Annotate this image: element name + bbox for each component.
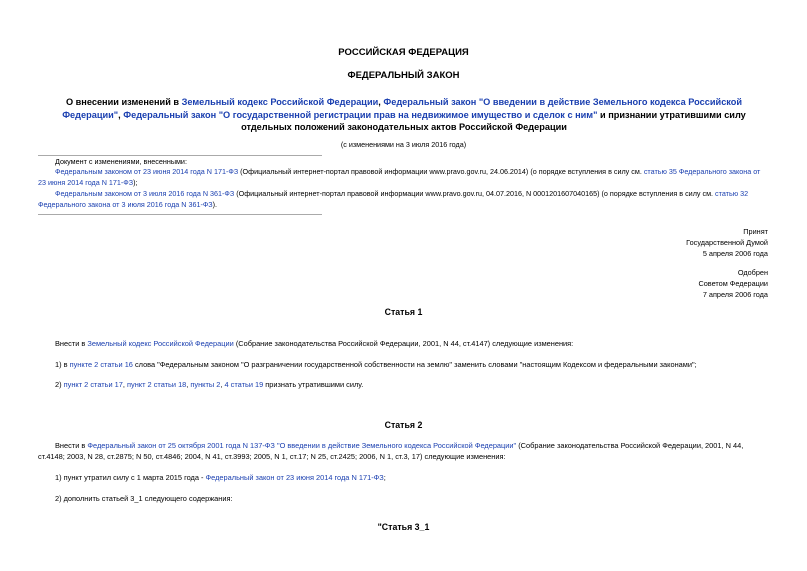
article-1-item-2 (55, 379, 770, 390)
link-land-code[interactable]: Земельный кодекс Российской Федерации (87, 339, 234, 348)
approved-block (508, 267, 768, 300)
divider-top (38, 155, 322, 156)
link-article-19-p2[interactable]: пункты 2 (190, 380, 221, 389)
article-text: ; (383, 473, 386, 482)
link-article-17[interactable]: пункт 2 статьи 17 (63, 380, 123, 389)
approved-line: Советом Федерации (698, 279, 768, 288)
approved-line: Одобрен (737, 268, 768, 277)
article-text: , (220, 380, 225, 389)
adopted-line: Принят (743, 227, 768, 236)
article-text: (Собрание законодательства Российской Федерации, 2001, N 44, ст.4148; 2003, N 28, ст.2875; N 50, ст.4846; 2004, N 41, ст.3993; 2005, N 1, ст.17; N 25, ст.2425; 2006, N 1, ст.3, 17) следующие изменения: (38, 441, 744, 461)
revision-note: (с изменениями на 3 июля 2016 года) (340, 140, 467, 149)
article-text: 1) пункт утратил силу с 1 марта 2015 года - (55, 473, 206, 482)
change-text: (Официальный интернет-портал правовой информации www.pravo.gov.ru, 04.07.2016, N 0001201607040165) (о порядке вступления в силу см. (234, 189, 716, 198)
link-law-171[interactable]: Федеральным законом от 23 июня 2014 года N 171-ФЗ (55, 167, 239, 176)
article-text: слова "Федеральным законом "О разграничении государственной собственности на землю" заменить словами "настоящим Кодексом и федеральными законами"; (132, 360, 697, 369)
link-article-18[interactable]: пункт 2 статьи 18 (127, 380, 187, 389)
article-2-heading: Статья 2 (384, 420, 423, 430)
article-2-item-1 (55, 472, 770, 483)
link-law-137[interactable]: Федеральный закон от 25 октября 2001 года N 137-ФЗ "О введении в действие Земельного кодекса Российской Федерации" (87, 441, 517, 450)
title-text: О внесении изменений в (65, 97, 182, 107)
change-item-2 (38, 189, 770, 210)
link-registration-law[interactable]: Федеральный закон "О государственной регистрации прав на недвижимое имущество и сделок с ним" (123, 109, 598, 120)
approved-line: 7 апреля 2006 года (702, 290, 768, 299)
article-1-item-1 (55, 359, 770, 370)
article-text: , (122, 380, 128, 389)
change-text: ); (133, 177, 138, 187)
adopted-block (508, 226, 768, 259)
link-article-16[interactable]: пункте 2 статьи 16 (69, 360, 133, 369)
link-article-32[interactable]: статью 32 Федерального закона от 3 июля 2016 года N 361-ФЗ (38, 189, 749, 209)
link-article-19-p4[interactable]: 4 статьи 19 (224, 380, 264, 389)
header-country: РОССИЙСКАЯ ФЕДЕРАЦИЯ (338, 47, 469, 58)
adopted-line: Государственной Думой (686, 238, 768, 247)
article-text: (Собрание законодательства Российской Федерации, 2001, N 44, ст.4147) следующие изменения: (233, 339, 574, 348)
change-text: (Официальный интернет-портал правовой информации www.pravo.gov.ru, 24.06.2014) (о порядке вступления в силу см. (238, 167, 644, 176)
title-text: и признании утратившими силу отдельных положений законодательных актов Российской Федерации (241, 109, 746, 132)
article-text: признать утратившими силу. (263, 380, 364, 389)
article-text: Внести в (55, 339, 88, 348)
article-1-intro (55, 338, 770, 349)
changes-heading: Документ с изменениями, внесенными: (55, 157, 187, 166)
divider-bottom (38, 214, 322, 215)
article-2-intro (38, 440, 770, 462)
article-text: , (186, 380, 191, 389)
link-law-361[interactable]: Федеральным законом от 3 июля 2016 года N 361-ФЗ (55, 189, 235, 198)
link-article-35[interactable]: статью 35 Федерального закона от 23 июня 2014 года N 171-ФЗ (38, 167, 761, 187)
article-2-item-2: 2) дополнить статьей 3_1 следующего содержания: (55, 494, 233, 503)
article-text: 1) в (55, 360, 70, 369)
document-title (38, 96, 770, 134)
adopted-line: 5 апреля 2006 года (702, 249, 768, 258)
link-law-171[interactable]: Федеральный закон от 23 июня 2014 года N 171-ФЗ (205, 473, 384, 482)
link-land-code[interactable]: Земельный кодекс Российской Федерации (181, 97, 379, 107)
title-text: , (378, 97, 384, 107)
article-3-1-heading: "Статья 3_1 (377, 522, 430, 532)
article-text: Внести в (55, 441, 88, 450)
header-doc-type: ФЕДЕРАЛЬНЫЙ ЗАКОН (347, 70, 460, 81)
link-land-code-enactment-law[interactable]: Федеральный закон "О введении в действие Земельного кодекса Российской Федерации" (62, 97, 743, 120)
article-text: 2) (55, 380, 64, 389)
change-item-1 (38, 167, 770, 188)
article-1-heading: Статья 1 (384, 307, 423, 317)
title-text: , (118, 109, 124, 120)
change-text: ). (212, 199, 218, 209)
